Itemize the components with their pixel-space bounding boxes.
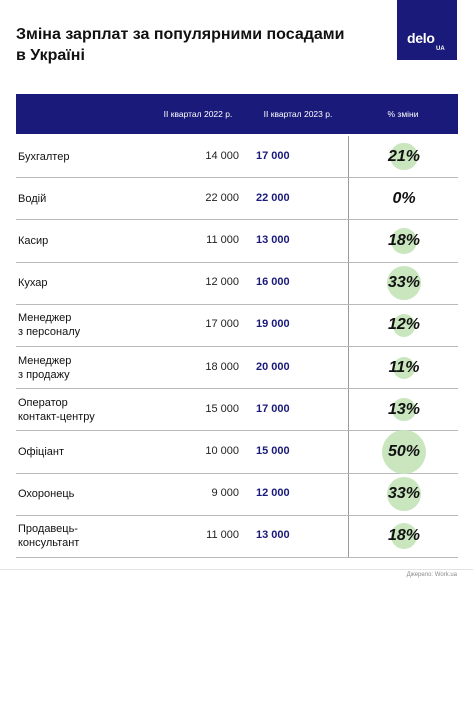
salary-q2-2023: 16 000	[256, 276, 290, 289]
change-percent: 33%	[387, 485, 421, 503]
position-name	[18, 311, 143, 339]
salary-q2-2022: 12 000	[205, 276, 239, 289]
logo-wordmark: delo	[407, 30, 435, 46]
position-name	[18, 445, 143, 459]
table-row	[16, 431, 458, 473]
chart-title: Зміна зарплат за популярними посадами в Україні	[16, 26, 345, 64]
salary-q2-2023: 22 000	[256, 191, 290, 204]
position-name	[18, 522, 143, 550]
position-name-line2: з персоналу	[18, 326, 81, 339]
salary-q2-2023: 15 000	[256, 444, 290, 457]
position-name	[18, 354, 143, 382]
change-cell	[348, 178, 459, 219]
position-name-line1: Продавець-	[18, 523, 78, 536]
salary-q2-2023: 20 000	[256, 360, 290, 373]
table-row	[16, 178, 458, 220]
position-name-line1: Менеджер	[18, 312, 72, 325]
table-row	[16, 220, 458, 262]
position-name-line2: з продажу	[18, 368, 70, 381]
position-name	[18, 487, 143, 501]
table-row	[16, 263, 458, 305]
position-name-line1: Офіціант	[18, 445, 65, 458]
change-percent: 12%	[387, 316, 421, 334]
change-percent: 18%	[387, 527, 421, 545]
position-name-line1: Бухгалтер	[18, 150, 70, 163]
change-cell	[348, 305, 459, 346]
salary-q2-2022: 10 000	[205, 444, 239, 457]
salary-q2-2022: 15 000	[205, 402, 239, 415]
salary-q2-2022: 11 000	[206, 233, 239, 246]
column-header-2022: II квартал 2022 р.	[163, 109, 233, 119]
position-name	[18, 396, 143, 424]
column-header-2023: II квартал 2023 р.	[263, 109, 333, 119]
position-name	[18, 150, 143, 164]
change-percent: 50%	[387, 442, 421, 460]
change-cell	[348, 431, 459, 472]
salary-q2-2023: 17 000	[256, 402, 290, 415]
change-percent: 0%	[392, 189, 416, 207]
position-name-line1: Кухар	[18, 277, 48, 290]
table-header	[16, 94, 458, 134]
change-cell	[348, 389, 459, 430]
salary-q2-2022: 14 000	[205, 149, 239, 162]
change-cell	[348, 220, 459, 261]
column-header-change: % зміни	[387, 109, 419, 119]
table-row	[16, 516, 458, 558]
delo-logo	[397, 0, 457, 60]
change-percent: 18%	[387, 231, 421, 249]
position-name-line1: Оператор	[18, 396, 68, 409]
salary-q2-2022: 11 000	[206, 529, 239, 542]
table-row	[16, 136, 458, 178]
salary-q2-2023: 13 000	[256, 233, 290, 246]
change-cell	[348, 516, 459, 557]
position-name-line1: Касир	[18, 234, 49, 247]
salary-q2-2023: 19 000	[256, 318, 290, 331]
position-name	[18, 234, 143, 248]
position-name	[18, 192, 143, 206]
footer-divider	[0, 569, 473, 570]
salary-q2-2022: 17 000	[205, 318, 239, 331]
change-cell	[348, 263, 459, 304]
salary-q2-2022: 22 000	[205, 191, 239, 204]
salary-q2-2023: 17 000	[256, 149, 290, 162]
change-percent: 33%	[387, 274, 421, 292]
salary-q2-2023: 13 000	[256, 529, 290, 542]
position-name	[18, 276, 143, 290]
change-cell	[348, 474, 459, 515]
table-row	[16, 305, 458, 347]
salary-q2-2023: 12 000	[256, 487, 290, 500]
change-cell	[348, 347, 459, 388]
change-percent: 21%	[387, 147, 421, 165]
position-name-line1: Водій	[18, 192, 47, 205]
change-percent: 13%	[387, 400, 421, 418]
source-note: Джерело: Work.ua	[406, 572, 457, 578]
table-row	[16, 347, 458, 389]
salary-q2-2022: 18 000	[205, 360, 239, 373]
position-name-line1: Менеджер	[18, 354, 72, 367]
logo-suffix: UA	[436, 46, 445, 52]
position-name-line2: консультант	[18, 537, 80, 550]
change-percent: 11%	[388, 358, 420, 376]
table-row	[16, 474, 458, 516]
change-cell	[348, 136, 459, 177]
table-row	[16, 389, 458, 431]
position-name-line2: контакт-центру	[18, 410, 95, 423]
salary-q2-2022: 9 000	[211, 487, 239, 500]
position-name-line1: Охоронець	[18, 488, 75, 501]
